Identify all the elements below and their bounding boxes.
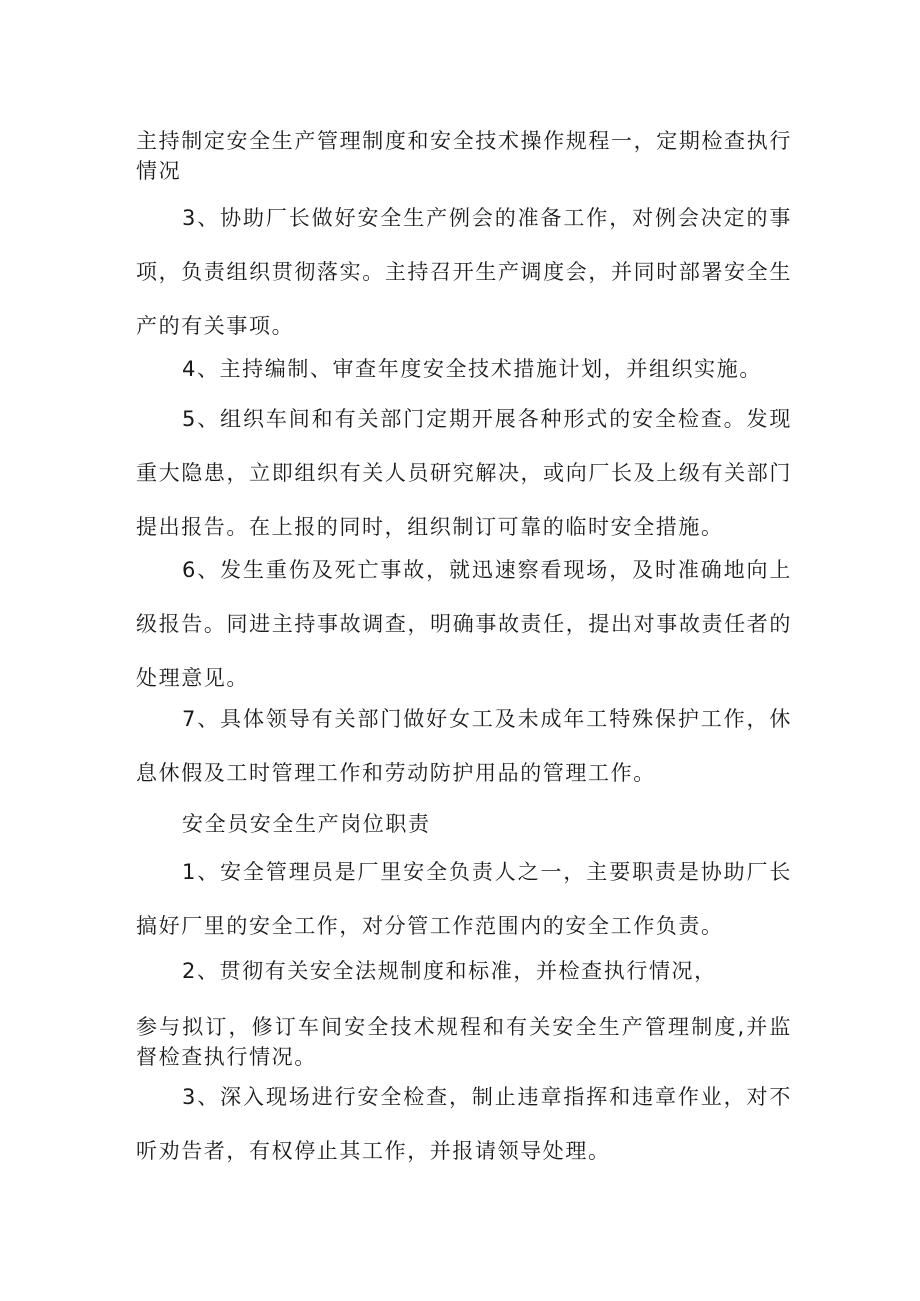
- paragraph-item-7: 7、具体领导有关部门做好女工及未成年工特殊保护工作，休息休假及工时管理工作和劳动防护用品的管理工作。: [136, 707, 792, 785]
- paragraph-officer-item-1: 1、安全管理员是厂里安全负责人之一，主要职责是协助厂长搞好厂里的安全工作，对分管工作范围内的安全工作负责。: [136, 860, 792, 938]
- paragraph-item-4: 4、主持编制、审查年度安全技术措施计划，并组织实施。: [182, 357, 762, 381]
- section-heading: 安全员安全生产岗位职责: [182, 812, 431, 836]
- paragraph-item-3: 3、协助厂长做好安全生产例会的准备工作，对例会决定的事项，负责组织贯彻落实。主持召开生产调度会，并同时部署安全生产的有关事项。: [136, 206, 792, 338]
- paragraph-item-6: 6、发生重伤及死亡事故，就迅速察看现场，及时准确地向上级报告。同进主持事故调查，明确事故责任，提出对事故责任者的处理意见。: [136, 558, 792, 690]
- paragraph-item-5: 5、组织车间和有关部门定期开展各种形式的安全检查。发现重大隐患，立即组织有关人员研究解决，或向厂长及上级有关部门提出报告。在上报的同时，组织制订可靠的临时安全措施。: [136, 407, 792, 539]
- paragraph-officer-item-2-continuation: 参与拟订，修订车间安全技术规程和有关安全生产管理制度,并监督检查执行情况。: [136, 1015, 792, 1069]
- paragraph-duty-continuation: 主持制定安全生产管理制度和安全技术操作规程一，定期检查执行情况: [136, 129, 792, 183]
- paragraph-officer-item-3: 3、深入现场进行安全检查，制止违章指挥和违章作业，对不听劝告者，有权停止其工作，并报请领导处理。: [136, 1085, 792, 1163]
- paragraph-officer-item-2: 2、贯彻有关安全法规制度和标准，并检查执行情况，: [182, 959, 717, 983]
